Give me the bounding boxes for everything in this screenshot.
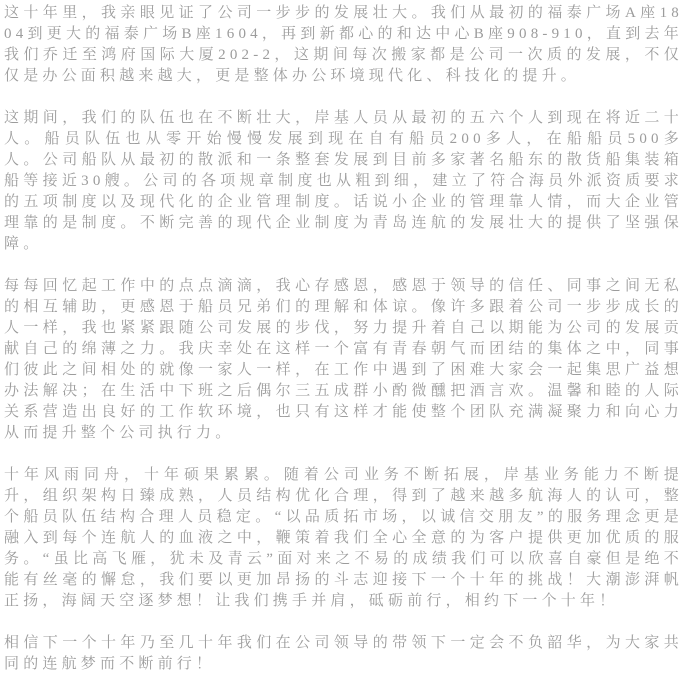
paragraph-office-growth: 这十年里，我亲眼见证了公司一步步的发展壮大。我们从最初的福泰广场A座1804到更大的福泰广场B座1604，再到新都心的和达中心B座908-910，直到去年我们乔迁至鸿府国际大厦202-2，这期间每次搬家都是公司一次质的发展，不仅仅是办公面积越来越大，更是整体办公环境现代化、科技化的提升。 — [4, 5, 683, 84]
paragraph-decade-achievements: 十年风雨同舟，十年硕果累累。随着公司业务不断拓展，岸基业务能力不断提升，组织架构日臻成熟，人员结构优化合理，得到了越来越多航海人的认可，整个船员队伍结构合理人员稳定。“以品质拓市场，以诚信交朋友”的服务理念更是融入到每个连航人的血液之中，鞭策着我们全心全意的为客户提供更加优质的服务。“虽比高飞雁，犹未及青云”面对来之不易的成绩我们可以欣喜自豪但是绝不能有丝毫的懈怠，我们要以更加昂扬的斗志迎接下一个十年的挑战！大潮澎湃帆正扬，海阔天空逐梦想！让我们携手并肩，砥砺前行，相约下一个十年！ — [4, 467, 683, 609]
paragraph-closing-wish: 相信下一个十年乃至几十年我们在公司领导的带领下一定会不负韶华，为大家共同的连航梦而不断前行！ — [4, 635, 683, 672]
paragraph-team-fleet-growth: 这期间，我们的队伍也在不断壮大，岸基人员从最初的五六个人到现在将近二十人。船员队伍也从零开始慢慢发展到现在自有船员200多人，在船船员500多人。公司船队从最初的散派和一条整套发展到目前多家著名船东的散货船集装箱船等接近30艘。公司的各项规章制度也从粗到细，建立了符合海员外派资质要求的五项制度以及现代化的企业管理制度。话说小企业的管理靠人情，而大企业管理靠的是制度。不断完善的现代企业制度为青岛连航的发展壮大的提供了坚强保障。 — [4, 110, 683, 252]
paragraph-gratitude: 每每回忆起工作中的点点滴滴，我心存感恩，感恩于领导的信任、同事之间无私的相互辅助，更感恩于船员兄弟们的理解和体谅。像许多跟着公司一步步成长的人一样，我也紧紧跟随公司发展的步伐，努力提升着自己以期能为公司的发展贡献自己的绵薄之力。我庆幸处在这样一个富有青春朝气而团结的集体之中，同事们彼此之间相处的就像一家人一样，在工作中遇到了困难大家会一起集思广益想办法解决；在生活中下班之后偶尔三五成群小酌微醺把酒言欢。温馨和睦的人际关系营造出良好的工作软环境，也只有这样才能使整个团队充满凝聚力和向心力从而提升整个公司执行力。 — [4, 278, 683, 441]
